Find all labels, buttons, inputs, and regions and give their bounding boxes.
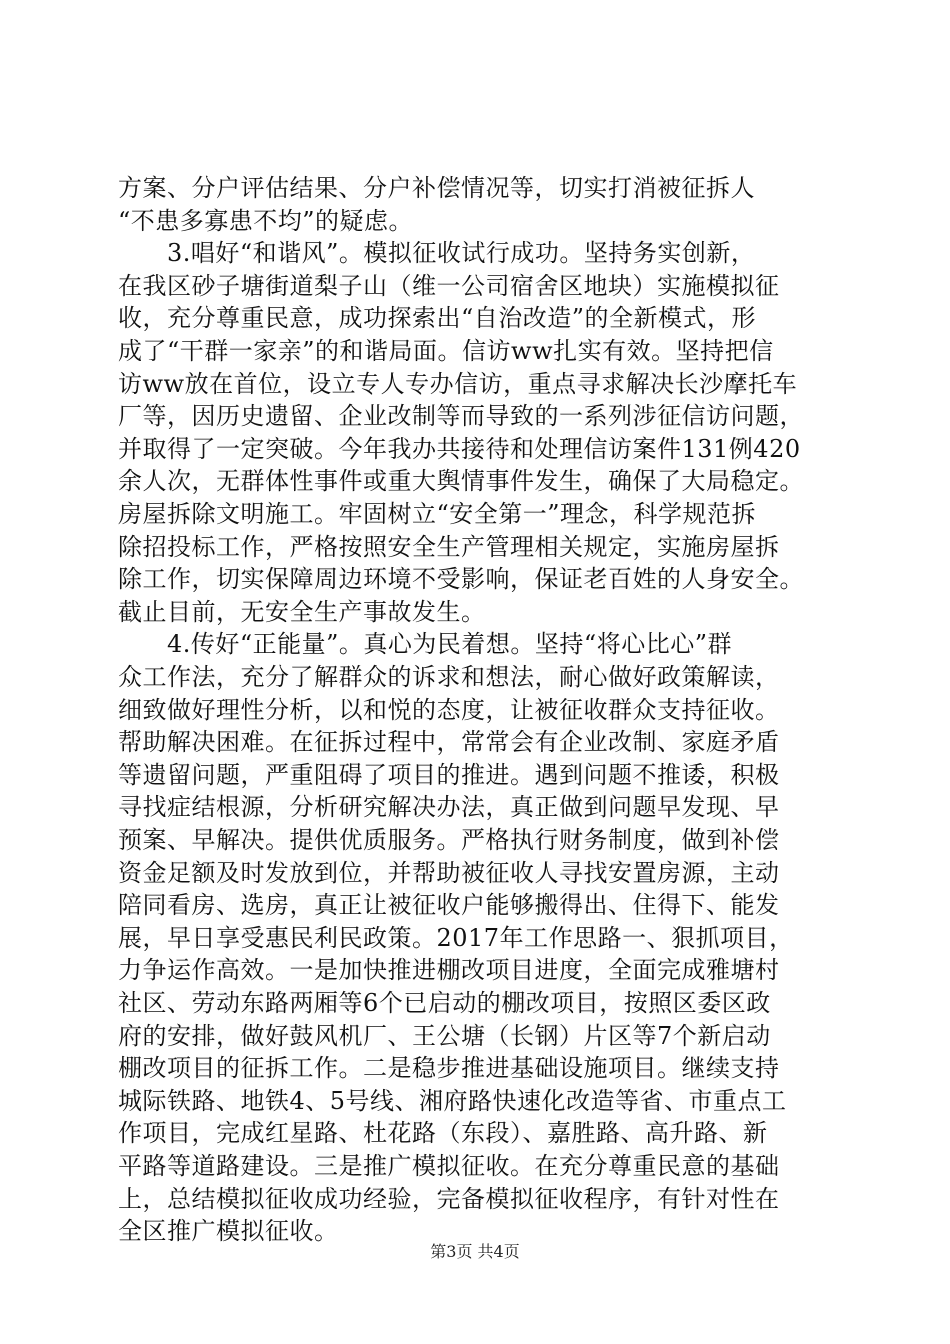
text-line: 预案、早解决。提供优质服务。严格执行财务制度，做到补偿 xyxy=(118,826,780,854)
text-line: 陪同看房、选房，真正让被征收户能够搬得出、住得下、能发 xyxy=(118,891,780,920)
text-line: 3.唱好“和谐风”。模拟征收试行成功。坚持务实创新， xyxy=(118,239,756,268)
text-line: 除工作，切实保障周边环境不受影响，保证老百姓的人身安全。 xyxy=(118,565,804,594)
text-line: 寻找症结根源，分析研究解决办法，真正做到问题早发现、早 xyxy=(118,793,780,822)
text-line: 全区推广模拟征收。 xyxy=(118,1217,339,1246)
text-line: 成了“干群一家亲”的和谐局面。信访ww扎实有效。坚持把信 xyxy=(118,337,774,365)
text-line: “不患多寡患不均”的疑虑。 xyxy=(118,206,414,235)
text-line: 余人次，无群体性事件或重大舆情事件发生，确保了大局稳定。 xyxy=(118,467,804,496)
text-line: 厂等，因历史遗留、企业改制等而导致的一系列涉征信访问题， xyxy=(118,402,804,431)
text-line: 方案、分户评估结果、分户补偿情况等，切实打消被征拆人 xyxy=(118,174,755,202)
text-line: 收，充分尊重民意，成功探索出“自治改造”的全新模式，形 xyxy=(118,304,757,333)
text-line: 众工作法，充分了解群众的诉求和想法，耐心做好政策解读， xyxy=(118,663,780,691)
text-line: 社区、劳动东路两厢等6个已启动的棚改项目，按照区委区政 xyxy=(118,989,771,1017)
text-line: 城际铁路、地铁4、5号线、湘府路快速化改造等省、市重点工 xyxy=(118,1086,787,1115)
text-line: 4.传好“正能量”。真心为民着想。坚持“将心比心”群 xyxy=(118,630,732,659)
text-line: 展，早日享受惠民利民政策。2017年工作思路一、狠抓项目， xyxy=(118,923,794,952)
text-line: 作项目，完成红星路、杜花路（东段）、嘉胜路、高升路、新 xyxy=(118,1119,768,1148)
text-line: 除招投标工作，严格按照安全生产管理相关规定，实施房屋拆 xyxy=(118,532,780,561)
page-footer: 第3页 共4页 xyxy=(430,1242,520,1261)
text-line: 在我区砂子塘街道梨子山（维一公司宿舍区地块）实施模拟征 xyxy=(118,271,780,300)
text-line: 力争运作高效。一是加快推进棚改项目进度，全面完成雅塘村 xyxy=(118,956,780,985)
text-line: 资金足额及时发放到位，并帮助被征收人寻找安置房源，主动 xyxy=(118,858,780,887)
text-line: 棚改项目的征拆工作。二是稳步推进基础设施项目。继续支持 xyxy=(118,1054,780,1083)
text-line: 截止目前，无安全生产事故发生。 xyxy=(118,597,486,626)
text-line: 细致做好理性分析，以和悦的态度，让被征收群众支持征收。 xyxy=(118,695,780,724)
text-line: 平路等道路建设。三是推广模拟征收。在充分尊重民意的基础 xyxy=(118,1152,780,1180)
text-line: 房屋拆除文明施工。牢固树立“安全第一”理念，科学规范拆 xyxy=(118,500,757,528)
text-line: 等遗留问题，严重阻碍了项目的推进。遇到问题不推诿，积极 xyxy=(118,760,780,789)
text-line: 府的安排，做好鼓风机厂、王公塘（长钢）片区等7个新启动 xyxy=(118,1021,771,1050)
text-line: 帮助解决困难。在征拆过程中，常常会有企业改制、家庭矛盾 xyxy=(118,728,780,757)
text-line: 上，总结模拟征收成功经验，完备模拟征收程序，有针对性在 xyxy=(118,1184,780,1213)
text-line: 并取得了一定突破。今年我办共接待和处理信访案件131例420 xyxy=(118,434,801,463)
text-line: 访ww放在首位，设立专人专办信访，重点寻求解决长沙摩托车 xyxy=(118,369,798,398)
